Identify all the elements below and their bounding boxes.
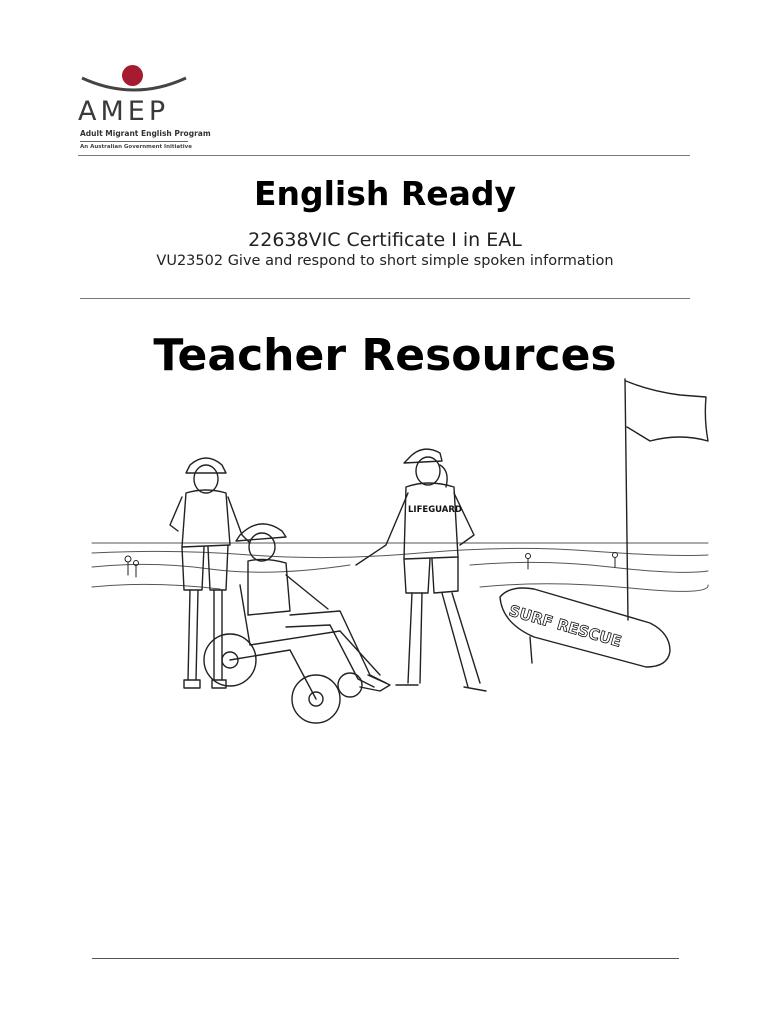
beach-wheelchair [204,585,380,723]
logo-wordmark: AMEP [78,96,170,127]
lifeguard [356,449,486,691]
logo-divider [80,141,188,142]
document-title: English Ready [253,174,517,213]
flag-icon [625,379,708,620]
middle-divider [80,298,690,299]
surf-rescue-text: SURF RESCUE [506,601,624,651]
standing-man [170,458,250,688]
certificate-line: 22638VIC Certificate I in EAL [248,229,522,251]
logo-arc-icon [78,72,190,94]
unit-line: VU23502 Give and respond to short simple spoken information [156,253,614,269]
bottom-divider [92,958,679,959]
logo-subtitle: Adult Migrant English Program [80,129,211,138]
teacher-resources-heading: Teacher Resources [153,330,617,381]
beach-illustration [90,375,710,730]
seated-person [236,524,390,691]
lifeguard-shirt-text: LIFEGUARD [408,505,462,515]
amep-logo [78,62,211,152]
top-divider [78,155,690,156]
logo-tagline: An Australian Government Initiative [80,144,192,150]
